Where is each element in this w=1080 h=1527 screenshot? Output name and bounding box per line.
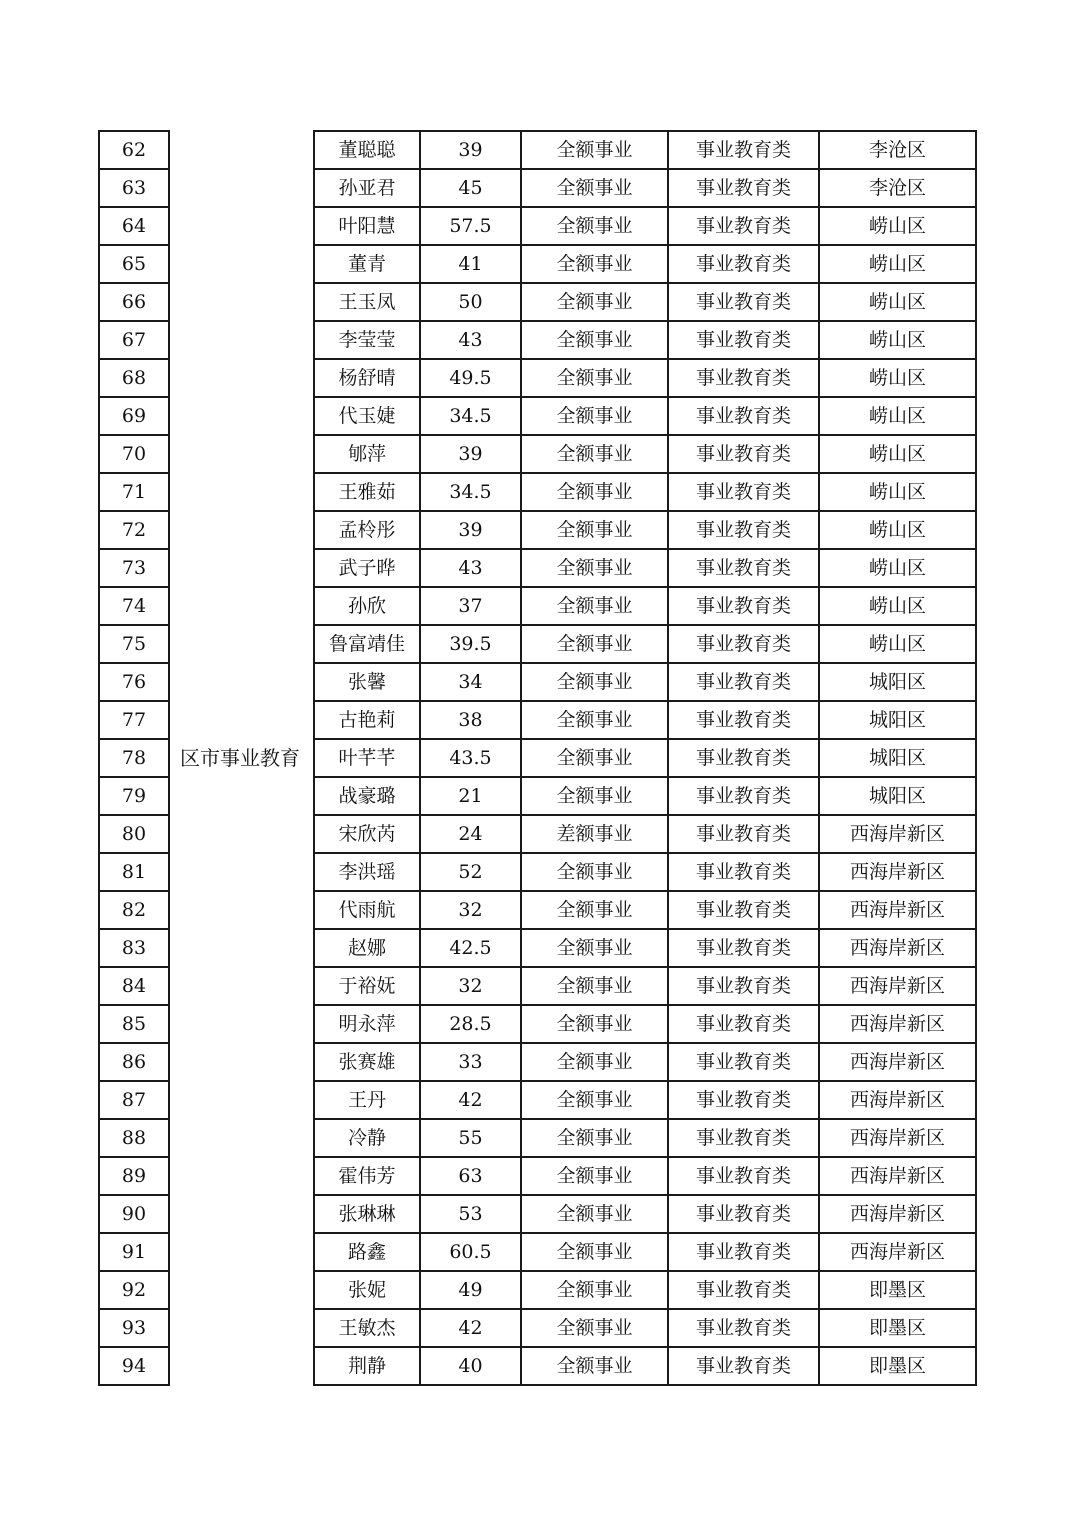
score-cell: 41 bbox=[420, 245, 521, 283]
funding-type-cell: 全额事业 bbox=[521, 1043, 668, 1081]
district-cell: 西海岸新区 bbox=[819, 815, 976, 853]
score-cell: 39.5 bbox=[420, 625, 521, 663]
name-cell: 代雨航 bbox=[314, 891, 420, 929]
row-number-cell: 89 bbox=[99, 1157, 169, 1195]
name-cell: 张妮 bbox=[314, 1271, 420, 1309]
row-number-cell: 77 bbox=[99, 701, 169, 739]
score-cell: 43.5 bbox=[420, 739, 521, 777]
funding-type-cell: 全额事业 bbox=[521, 967, 668, 1005]
score-cell: 50 bbox=[420, 283, 521, 321]
row-number-cell: 94 bbox=[99, 1347, 169, 1385]
score-cell: 49.5 bbox=[420, 359, 521, 397]
row-number-cell: 62 bbox=[99, 131, 169, 169]
funding-type-cell: 全额事业 bbox=[521, 245, 668, 283]
district-cell: 崂山区 bbox=[819, 359, 976, 397]
name-cell: 路鑫 bbox=[314, 1233, 420, 1271]
district-cell: 崂山区 bbox=[819, 435, 976, 473]
position-category-cell: 事业教育类 bbox=[668, 739, 819, 777]
position-category-cell: 事业教育类 bbox=[668, 321, 819, 359]
position-category-cell: 事业教育类 bbox=[668, 169, 819, 207]
name-cell: 张琳琳 bbox=[314, 1195, 420, 1233]
name-cell: 董聪聪 bbox=[314, 131, 420, 169]
score-cell: 43 bbox=[420, 321, 521, 359]
district-cell: 西海岸新区 bbox=[819, 929, 976, 967]
name-cell: 王玉凤 bbox=[314, 283, 420, 321]
position-category-cell: 事业教育类 bbox=[668, 853, 819, 891]
position-category-cell: 事业教育类 bbox=[668, 1195, 819, 1233]
score-cell: 39 bbox=[420, 435, 521, 473]
results-table bbox=[98, 130, 977, 1386]
row-number-cell: 70 bbox=[99, 435, 169, 473]
funding-type-cell: 全额事业 bbox=[521, 701, 668, 739]
funding-type-cell: 全额事业 bbox=[521, 1309, 668, 1347]
district-cell: 西海岸新区 bbox=[819, 1043, 976, 1081]
row-number-cell: 92 bbox=[99, 1271, 169, 1309]
name-cell: 孙亚君 bbox=[314, 169, 420, 207]
funding-type-cell: 全额事业 bbox=[521, 1005, 668, 1043]
position-category-cell: 事业教育类 bbox=[668, 245, 819, 283]
row-number-cell: 87 bbox=[99, 1081, 169, 1119]
district-cell: 崂山区 bbox=[819, 587, 976, 625]
row-number-cell: 76 bbox=[99, 663, 169, 701]
position-category-cell: 事业教育类 bbox=[668, 397, 819, 435]
funding-type-cell: 全额事业 bbox=[521, 549, 668, 587]
score-cell: 55 bbox=[420, 1119, 521, 1157]
score-cell: 34.5 bbox=[420, 473, 521, 511]
name-cell: 王雅茹 bbox=[314, 473, 420, 511]
funding-type-cell: 全额事业 bbox=[521, 1233, 668, 1271]
score-cell: 37 bbox=[420, 587, 521, 625]
funding-type-cell: 全额事业 bbox=[521, 473, 668, 511]
row-number-cell: 65 bbox=[99, 245, 169, 283]
name-cell: 战豪璐 bbox=[314, 777, 420, 815]
name-cell: 叶芊芊 bbox=[314, 739, 420, 777]
score-cell: 32 bbox=[420, 967, 521, 1005]
row-number-cell: 90 bbox=[99, 1195, 169, 1233]
district-cell: 城阳区 bbox=[819, 777, 976, 815]
position-category-cell: 事业教育类 bbox=[668, 1233, 819, 1271]
district-cell: 崂山区 bbox=[819, 473, 976, 511]
district-cell: 西海岸新区 bbox=[819, 1081, 976, 1119]
funding-type-cell: 全额事业 bbox=[521, 587, 668, 625]
name-cell: 孟柃彤 bbox=[314, 511, 420, 549]
name-cell: 李洪瑶 bbox=[314, 853, 420, 891]
row-number-cell: 72 bbox=[99, 511, 169, 549]
district-cell: 城阳区 bbox=[819, 701, 976, 739]
position-category-cell: 事业教育类 bbox=[668, 587, 819, 625]
category-cell: 区市事业教育 bbox=[180, 746, 300, 770]
score-cell: 49 bbox=[420, 1271, 521, 1309]
score-cell: 24 bbox=[420, 815, 521, 853]
row-number-cell: 71 bbox=[99, 473, 169, 511]
row-number-cell: 64 bbox=[99, 207, 169, 245]
row-number-cell: 63 bbox=[99, 169, 169, 207]
funding-type-cell: 全额事业 bbox=[521, 435, 668, 473]
position-category-cell: 事业教育类 bbox=[668, 1005, 819, 1043]
score-cell: 52 bbox=[420, 853, 521, 891]
district-cell: 西海岸新区 bbox=[819, 891, 976, 929]
funding-type-cell: 全额事业 bbox=[521, 1157, 668, 1195]
funding-type-cell: 全额事业 bbox=[521, 321, 668, 359]
district-cell: 即墨区 bbox=[819, 1347, 976, 1385]
position-category-cell: 事业教育类 bbox=[668, 1081, 819, 1119]
position-category-cell: 事业教育类 bbox=[668, 283, 819, 321]
funding-type-cell: 全额事业 bbox=[521, 511, 668, 549]
name-cell: 李莹莹 bbox=[314, 321, 420, 359]
name-cell: 武子晔 bbox=[314, 549, 420, 587]
funding-type-cell: 全额事业 bbox=[521, 1081, 668, 1119]
district-cell: 崂山区 bbox=[819, 245, 976, 283]
row-number-cell: 82 bbox=[99, 891, 169, 929]
funding-type-cell: 全额事业 bbox=[521, 207, 668, 245]
position-category-cell: 事业教育类 bbox=[668, 701, 819, 739]
score-cell: 57.5 bbox=[420, 207, 521, 245]
row-number-cell: 68 bbox=[99, 359, 169, 397]
position-category-cell: 事业教育类 bbox=[668, 663, 819, 701]
name-cell: 明永萍 bbox=[314, 1005, 420, 1043]
funding-type-cell: 全额事业 bbox=[521, 625, 668, 663]
row-number-cell: 83 bbox=[99, 929, 169, 967]
funding-type-cell: 全额事业 bbox=[521, 283, 668, 321]
score-cell: 63 bbox=[420, 1157, 521, 1195]
district-cell: 西海岸新区 bbox=[819, 1233, 976, 1271]
row-number-cell: 67 bbox=[99, 321, 169, 359]
funding-type-cell: 全额事业 bbox=[521, 397, 668, 435]
row-number-cell: 88 bbox=[99, 1119, 169, 1157]
row-number-cell: 69 bbox=[99, 397, 169, 435]
name-cell: 董青 bbox=[314, 245, 420, 283]
funding-type-cell: 全额事业 bbox=[521, 1347, 668, 1385]
score-cell: 33 bbox=[420, 1043, 521, 1081]
funding-type-cell: 全额事业 bbox=[521, 1119, 668, 1157]
name-cell: 叶阳慧 bbox=[314, 207, 420, 245]
funding-type-cell: 全额事业 bbox=[521, 663, 668, 701]
score-cell: 39 bbox=[420, 511, 521, 549]
position-category-cell: 事业教育类 bbox=[668, 1347, 819, 1385]
district-cell: 城阳区 bbox=[819, 739, 976, 777]
row-number-cell: 86 bbox=[99, 1043, 169, 1081]
position-category-cell: 事业教育类 bbox=[668, 131, 819, 169]
district-cell: 西海岸新区 bbox=[819, 1195, 976, 1233]
funding-type-cell: 全额事业 bbox=[521, 359, 668, 397]
position-category-cell: 事业教育类 bbox=[668, 511, 819, 549]
position-category-cell: 事业教育类 bbox=[668, 473, 819, 511]
funding-type-cell: 全额事业 bbox=[521, 1271, 668, 1309]
position-category-cell: 事业教育类 bbox=[668, 777, 819, 815]
row-number-cell: 80 bbox=[99, 815, 169, 853]
position-category-cell: 事业教育类 bbox=[668, 549, 819, 587]
district-cell: 即墨区 bbox=[819, 1309, 976, 1347]
district-cell: 西海岸新区 bbox=[819, 853, 976, 891]
name-cell: 冷静 bbox=[314, 1119, 420, 1157]
name-cell: 古艳莉 bbox=[314, 701, 420, 739]
funding-type-cell: 全额事业 bbox=[521, 853, 668, 891]
row-number-cell: 73 bbox=[99, 549, 169, 587]
position-category-cell: 事业教育类 bbox=[668, 359, 819, 397]
table-row bbox=[99, 131, 976, 169]
position-category-cell: 事业教育类 bbox=[668, 815, 819, 853]
district-cell: 崂山区 bbox=[819, 511, 976, 549]
funding-type-cell: 全额事业 bbox=[521, 169, 668, 207]
score-cell: 34.5 bbox=[420, 397, 521, 435]
score-cell: 42 bbox=[420, 1309, 521, 1347]
score-cell: 42.5 bbox=[420, 929, 521, 967]
district-cell: 西海岸新区 bbox=[819, 1119, 976, 1157]
position-category-cell: 事业教育类 bbox=[668, 929, 819, 967]
name-cell: 郇萍 bbox=[314, 435, 420, 473]
row-number-cell: 91 bbox=[99, 1233, 169, 1271]
row-number-cell: 85 bbox=[99, 1005, 169, 1043]
score-cell: 34 bbox=[420, 663, 521, 701]
score-cell: 42 bbox=[420, 1081, 521, 1119]
district-cell: 李沧区 bbox=[819, 131, 976, 169]
name-cell: 张馨 bbox=[314, 663, 420, 701]
score-cell: 60.5 bbox=[420, 1233, 521, 1271]
row-number-cell: 84 bbox=[99, 967, 169, 1005]
row-number-cell: 66 bbox=[99, 283, 169, 321]
district-cell: 崂山区 bbox=[819, 397, 976, 435]
score-cell: 21 bbox=[420, 777, 521, 815]
funding-type-cell: 全额事业 bbox=[521, 891, 668, 929]
position-category-cell: 事业教育类 bbox=[668, 1119, 819, 1157]
district-cell: 西海岸新区 bbox=[819, 967, 976, 1005]
district-cell: 崂山区 bbox=[819, 207, 976, 245]
district-cell: 城阳区 bbox=[819, 663, 976, 701]
row-number-cell: 78 bbox=[99, 739, 169, 777]
row-number-cell: 74 bbox=[99, 587, 169, 625]
score-cell: 28.5 bbox=[420, 1005, 521, 1043]
results-table-container bbox=[98, 130, 975, 1386]
name-cell: 霍伟芳 bbox=[314, 1157, 420, 1195]
row-number-cell: 93 bbox=[99, 1309, 169, 1347]
score-cell: 53 bbox=[420, 1195, 521, 1233]
district-cell: 即墨区 bbox=[819, 1271, 976, 1309]
name-cell: 王敏杰 bbox=[314, 1309, 420, 1347]
score-cell: 45 bbox=[420, 169, 521, 207]
district-cell: 崂山区 bbox=[819, 283, 976, 321]
name-cell: 赵娜 bbox=[314, 929, 420, 967]
district-cell: 西海岸新区 bbox=[819, 1157, 976, 1195]
position-category-cell: 事业教育类 bbox=[668, 891, 819, 929]
funding-type-cell: 全额事业 bbox=[521, 929, 668, 967]
name-cell: 鲁富靖佳 bbox=[314, 625, 420, 663]
name-cell: 荆静 bbox=[314, 1347, 420, 1385]
name-cell: 宋欣芮 bbox=[314, 815, 420, 853]
score-cell: 39 bbox=[420, 131, 521, 169]
funding-type-cell: 全额事业 bbox=[521, 1195, 668, 1233]
district-cell: 西海岸新区 bbox=[819, 1005, 976, 1043]
position-category-cell: 事业教育类 bbox=[668, 207, 819, 245]
funding-type-cell: 全额事业 bbox=[521, 131, 668, 169]
score-cell: 40 bbox=[420, 1347, 521, 1385]
position-category-cell: 事业教育类 bbox=[668, 625, 819, 663]
position-category-cell: 事业教育类 bbox=[668, 435, 819, 473]
name-cell: 张赛雄 bbox=[314, 1043, 420, 1081]
row-number-cell: 75 bbox=[99, 625, 169, 663]
name-cell: 王丹 bbox=[314, 1081, 420, 1119]
position-category-cell: 事业教育类 bbox=[668, 967, 819, 1005]
position-category-cell: 事业教育类 bbox=[668, 1309, 819, 1347]
funding-type-cell: 差额事业 bbox=[521, 815, 668, 853]
position-category-cell: 事业教育类 bbox=[668, 1271, 819, 1309]
position-category-cell: 事业教育类 bbox=[668, 1157, 819, 1195]
score-cell: 38 bbox=[420, 701, 521, 739]
row-number-cell: 79 bbox=[99, 777, 169, 815]
district-cell: 崂山区 bbox=[819, 321, 976, 359]
score-cell: 32 bbox=[420, 891, 521, 929]
name-cell: 孙欣 bbox=[314, 587, 420, 625]
table-body bbox=[99, 131, 976, 1385]
district-cell: 崂山区 bbox=[819, 625, 976, 663]
score-cell: 43 bbox=[420, 549, 521, 587]
district-cell: 崂山区 bbox=[819, 549, 976, 587]
row-number-cell: 81 bbox=[99, 853, 169, 891]
district-cell: 李沧区 bbox=[819, 169, 976, 207]
funding-type-cell: 全额事业 bbox=[521, 739, 668, 777]
name-cell: 于裕妩 bbox=[314, 967, 420, 1005]
funding-type-cell: 全额事业 bbox=[521, 777, 668, 815]
name-cell: 杨舒晴 bbox=[314, 359, 420, 397]
name-cell: 代玉婕 bbox=[314, 397, 420, 435]
position-category-cell: 事业教育类 bbox=[668, 1043, 819, 1081]
